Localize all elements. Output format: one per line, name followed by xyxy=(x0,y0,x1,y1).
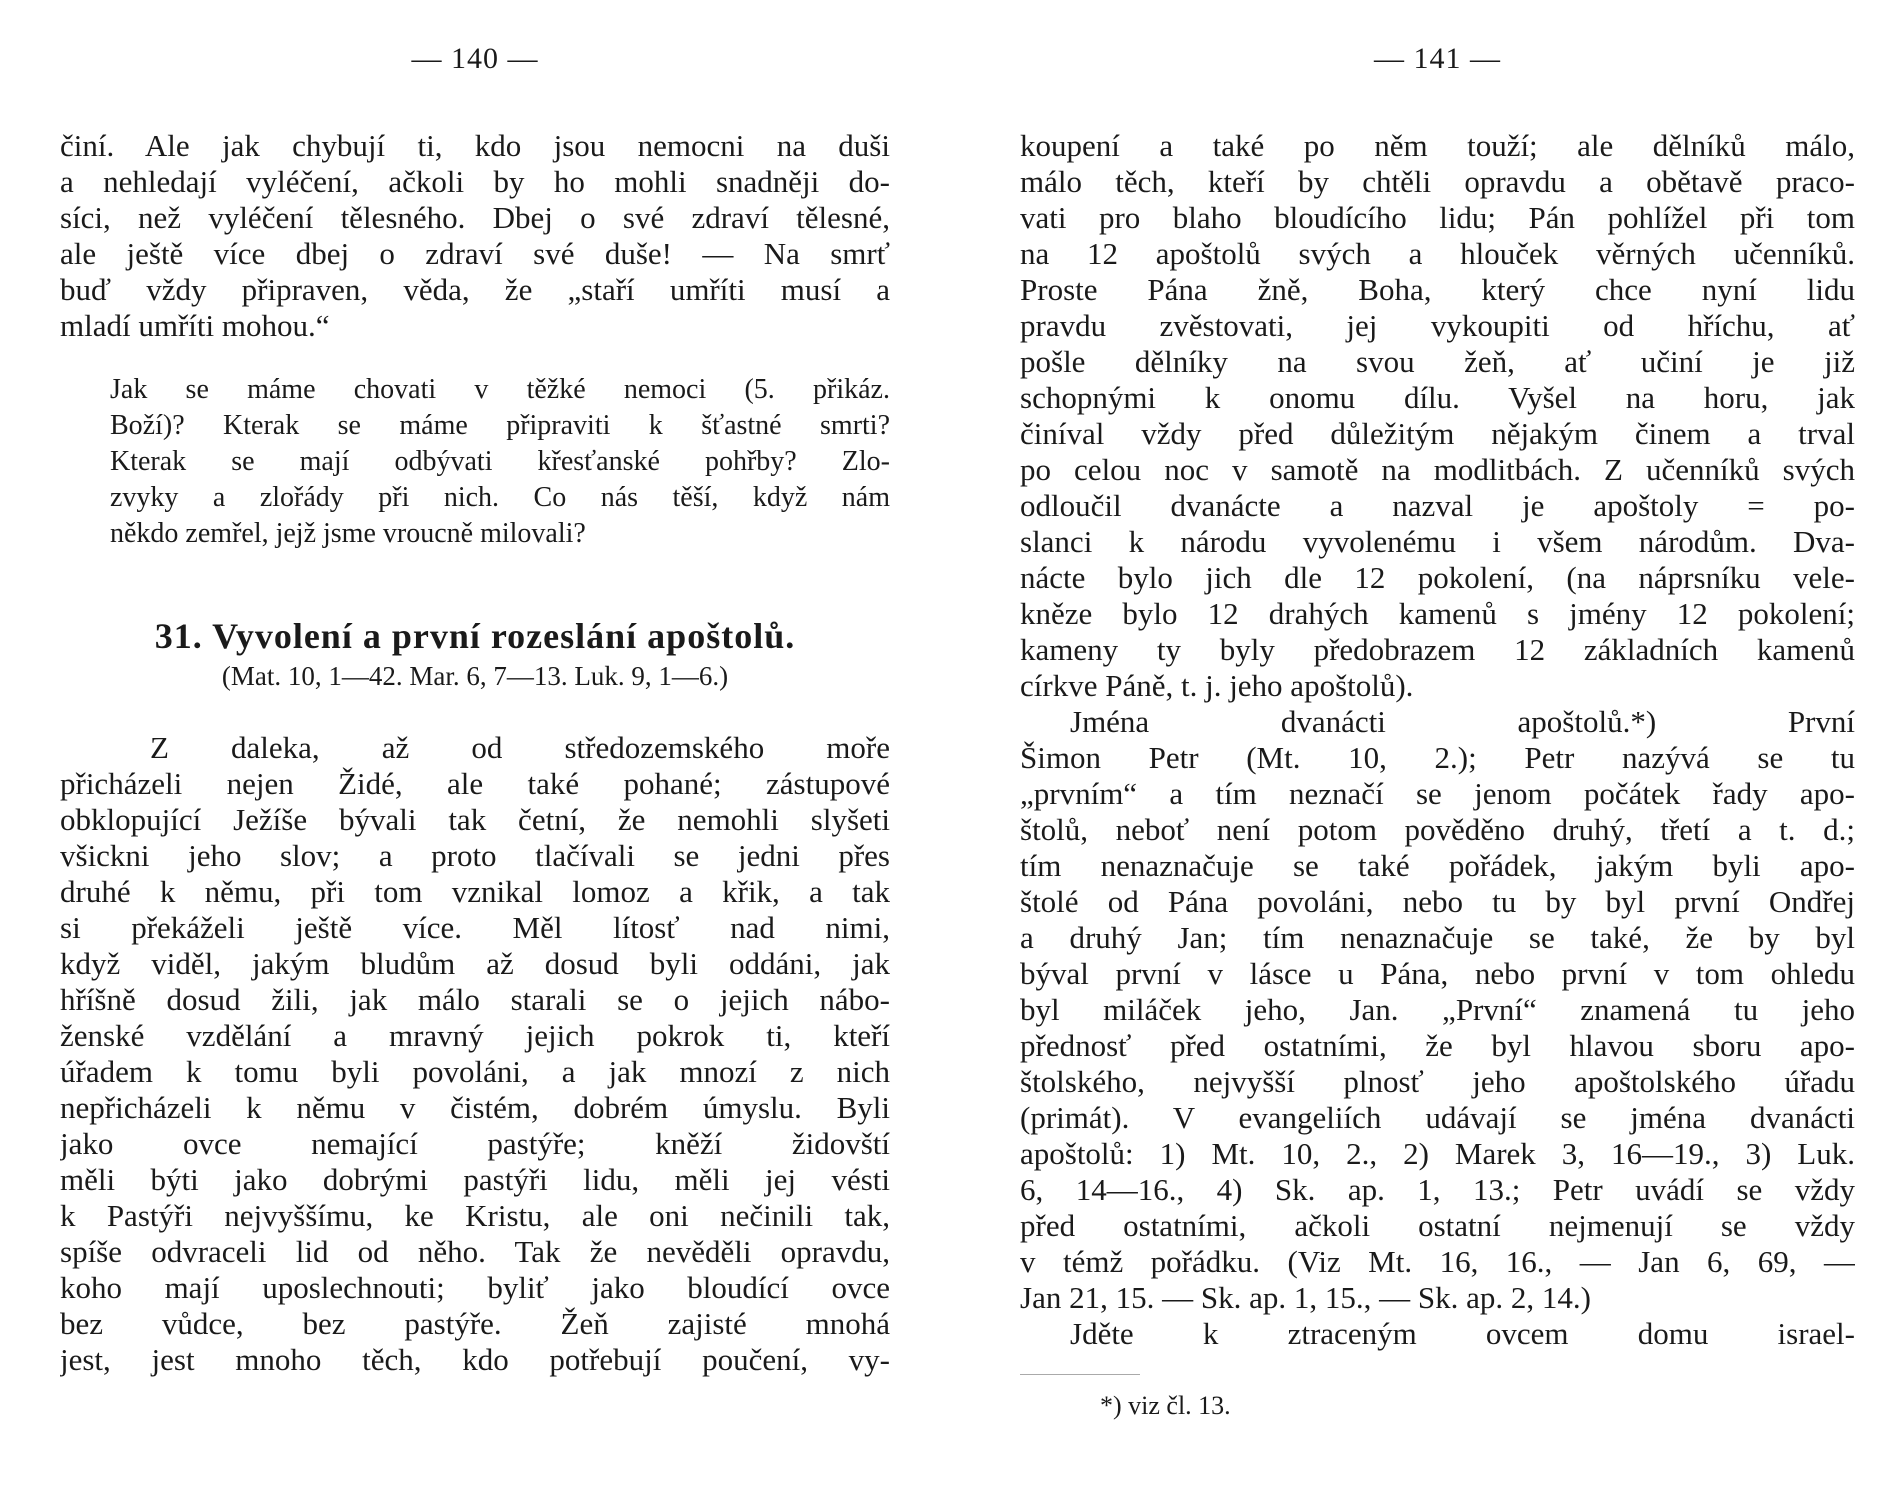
text-line: jako ovce nemající pastýře; kněží židovští xyxy=(60,1126,890,1161)
text-line: Proste Pána žně, Boha, který chce nyní lidu xyxy=(1020,272,1855,307)
text-line: štolského, nejvyšší plnosť jeho apoštolského úřadu xyxy=(1020,1064,1855,1099)
text-line: a druhý Jan; tím nenaznačuje se také, že by byl xyxy=(1020,920,1855,955)
text-line: 6, 14—16., 4) Sk. ap. 1, 13.; Petr uvádí se vždy xyxy=(1020,1172,1855,1207)
question-line: Boží)? Kterak se máme připraviti k šťastné smrti? xyxy=(110,410,890,441)
text-line: byl miláček jeho, Jan. „První“ znamená tu jeho xyxy=(1020,992,1855,1027)
text-line: mladí umříti mohou.“ xyxy=(60,308,330,343)
footnote: *) viz čl. 13. xyxy=(1100,1391,1231,1420)
question-line: Jak se máme chovati v těžké nemoci (5. přikáz. xyxy=(110,374,890,405)
text-line: koho mají uposlechnouti; byliť jako bloudící ovce xyxy=(60,1270,890,1305)
text-line: málo těch, kteří by chtěli opravdu a obětavě praco- xyxy=(1020,164,1855,199)
footnote-divider xyxy=(1020,1374,1140,1375)
text-line: v témž pořádku. (Viz Mt. 16, 16., — Jan 6, 69, — xyxy=(1020,1244,1855,1279)
text-line: odloučil dvanácte a nazval je apoštoly = po- xyxy=(1020,488,1855,523)
text-line: úřadem k tomu byli povoláni, a jak mnozí z nich xyxy=(60,1054,890,1089)
text-line: nepřicházeli k němu v čistém, dobrém úmyslu. Byli xyxy=(60,1090,890,1125)
text-line: ženské vzdělání a mravný jejich pokrok ti, kteří xyxy=(60,1018,890,1053)
left-paragraph-2 xyxy=(60,730,890,1378)
text-line: spíše odvraceli lid od něho. Tak že nevěděli opravdu, xyxy=(60,1234,890,1269)
text-line: síci, než vyléčení tělesného. Dbej o své zdraví tělesné, xyxy=(60,200,890,235)
text-line: bez vůdce, bez pastýře. Žeň zajisté mnohá xyxy=(60,1306,890,1341)
question-line: někdo zemřel, jejž jsme vroucně milovali? xyxy=(110,518,586,549)
text-line: když viděl, jakým bludům až dosud byli oddáni, jak xyxy=(60,946,890,981)
text-line: a nehledají vyléčení, ačkoli by ho mohli snadněji do- xyxy=(60,164,890,199)
right-paragraph-3 xyxy=(1020,1316,1855,1352)
text-line: měli býti jako dobrými pastýři lidu, měli jej vésti xyxy=(60,1162,890,1197)
text-line: Jděte k ztraceným ovcem domu israel- xyxy=(1070,1316,1855,1351)
text-line: „prvním“ a tím neznačí se jenom počátek řady apo- xyxy=(1020,776,1855,811)
text-line: slanci k národu vyvolenému i všem národům. Dva- xyxy=(1020,524,1855,559)
text-line: štolé od Pána povoláni, nebo tu by byl první Ondřej xyxy=(1020,884,1855,919)
text-line: apoštolů: 1) Mt. 10, 2., 2) Marek 3, 16—19., 3) Luk. xyxy=(1020,1136,1855,1171)
text-line: ale ještě více dbej o zdraví své duše! — Na smrť xyxy=(60,236,890,271)
text-line: na 12 apoštolů svých a hlouček věrných učenníků. xyxy=(1020,236,1855,271)
text-line: nácte bylo jich dle 12 pokolení, (na náprsníku vele- xyxy=(1020,560,1855,595)
text-line: hříšně dosud žili, jak málo starali se o jejich nábo- xyxy=(60,982,890,1017)
page-number-left: — 140 — xyxy=(411,42,539,75)
left-paragraph-1 xyxy=(60,128,890,344)
text-line: (primát). V evangeliích udávají se jména dvanácti xyxy=(1020,1100,1855,1135)
text-line: kameny ty byly předobrazem 12 základních kamenů xyxy=(1020,632,1855,667)
question-line: zvyky a zlořády při nich. Co nás těší, když nám xyxy=(110,482,890,513)
right-body xyxy=(1020,128,1855,1423)
text-line: obklopující Ježíše bývali tak četní, že nemohli slyšeti xyxy=(60,802,890,837)
text-line: kněze bylo 12 drahých kamenů s jmény 12 pokolení; xyxy=(1020,596,1855,631)
text-line: vati pro blaho bloudícího lidu; Pán pohlížel při tom xyxy=(1020,200,1855,235)
text-line: si překáželi ještě více. Měl lítosť nad nimi, xyxy=(60,910,890,945)
text-line: k Pastýři nejvyššímu, ke Kristu, ale oni nečinili tak, xyxy=(60,1198,890,1233)
text-line: druhé k němu, při tom vznikal lomoz a křik, a tak xyxy=(60,874,890,909)
text-line: štolů, neboť není potom pověděno druhý, třetí a t. d.; xyxy=(1020,812,1855,847)
text-line: pravdu zvěstovati, jej vykoupiti od hříchu, ať xyxy=(1020,308,1855,343)
chapter-heading: 31. Vyvolení a první rozeslání apoštolů. xyxy=(154,616,796,656)
right-page xyxy=(1020,0,1855,1500)
text-line: přednosť před ostatními, že byl hlavou sboru apo- xyxy=(1020,1028,1855,1063)
text-line: přicházeli nejen Židé, ale také pohané; zástupové xyxy=(60,766,890,801)
text-line: Z daleka, až od středozemského moře xyxy=(150,730,890,765)
text-line: pošle dělníky na svou žeň, ať učiní je již xyxy=(1020,344,1855,379)
text-line: činíval vždy před důležitým nějakým činem a trval xyxy=(1020,416,1855,451)
text-line: všickni jeho slov; a proto tlačívali se jedni přes xyxy=(60,838,890,873)
right-paragraph-1 xyxy=(1020,128,1855,704)
text-line: tím nenaznačuje se také pořádek, jakým byli apo- xyxy=(1020,848,1855,883)
text-line: koupení a také po něm touží; ale dělníků málo, xyxy=(1020,128,1855,163)
text-line: církve Páně, t. j. jeho apoštolů). xyxy=(1020,668,1414,703)
left-body xyxy=(60,128,890,1378)
text-line: před ostatními, ačkoli ostatní nejmenují se vždy xyxy=(1020,1208,1855,1243)
text-line: buď vždy připraven, věda, že „staří umříti musí a xyxy=(60,272,890,307)
text-line: činí. Ale jak chybují ti, kdo jsou nemocni na duši xyxy=(60,128,890,163)
right-paragraph-2 xyxy=(1020,704,1855,1316)
text-line: Šimon Petr (Mt. 10, 2.); Petr nazývá se tu xyxy=(1020,740,1855,775)
page-number-right: — 141 — xyxy=(1374,42,1501,75)
review-questions xyxy=(60,372,890,552)
text-line: býval první v lásce u Pána, nebo první v tom ohledu xyxy=(1020,956,1855,991)
left-page xyxy=(60,0,890,1500)
text-line: schopnými k onomu dílu. Vyšel na horu, jak xyxy=(1020,380,1855,415)
text-line: Jan 21, 15. — Sk. ap. 1, 15., — Sk. ap. 2, 14.) xyxy=(1020,1280,1591,1315)
text-line: po celou noc v samotě na modlitbách. Z učenníků svých xyxy=(1020,452,1855,487)
chapter-reference: (Mat. 10, 1—42. Mar. 6, 7—13. Luk. 9, 1—6.) xyxy=(221,661,729,691)
text-line: jest, jest mnoho těch, kdo potřebují poučení, vy- xyxy=(60,1342,890,1377)
text-line: Jména dvanácti apoštolů.*) První xyxy=(1070,704,1855,739)
question-line: Kterak se mají odbývati křesťanské pohřby? Zlo- xyxy=(110,446,890,477)
